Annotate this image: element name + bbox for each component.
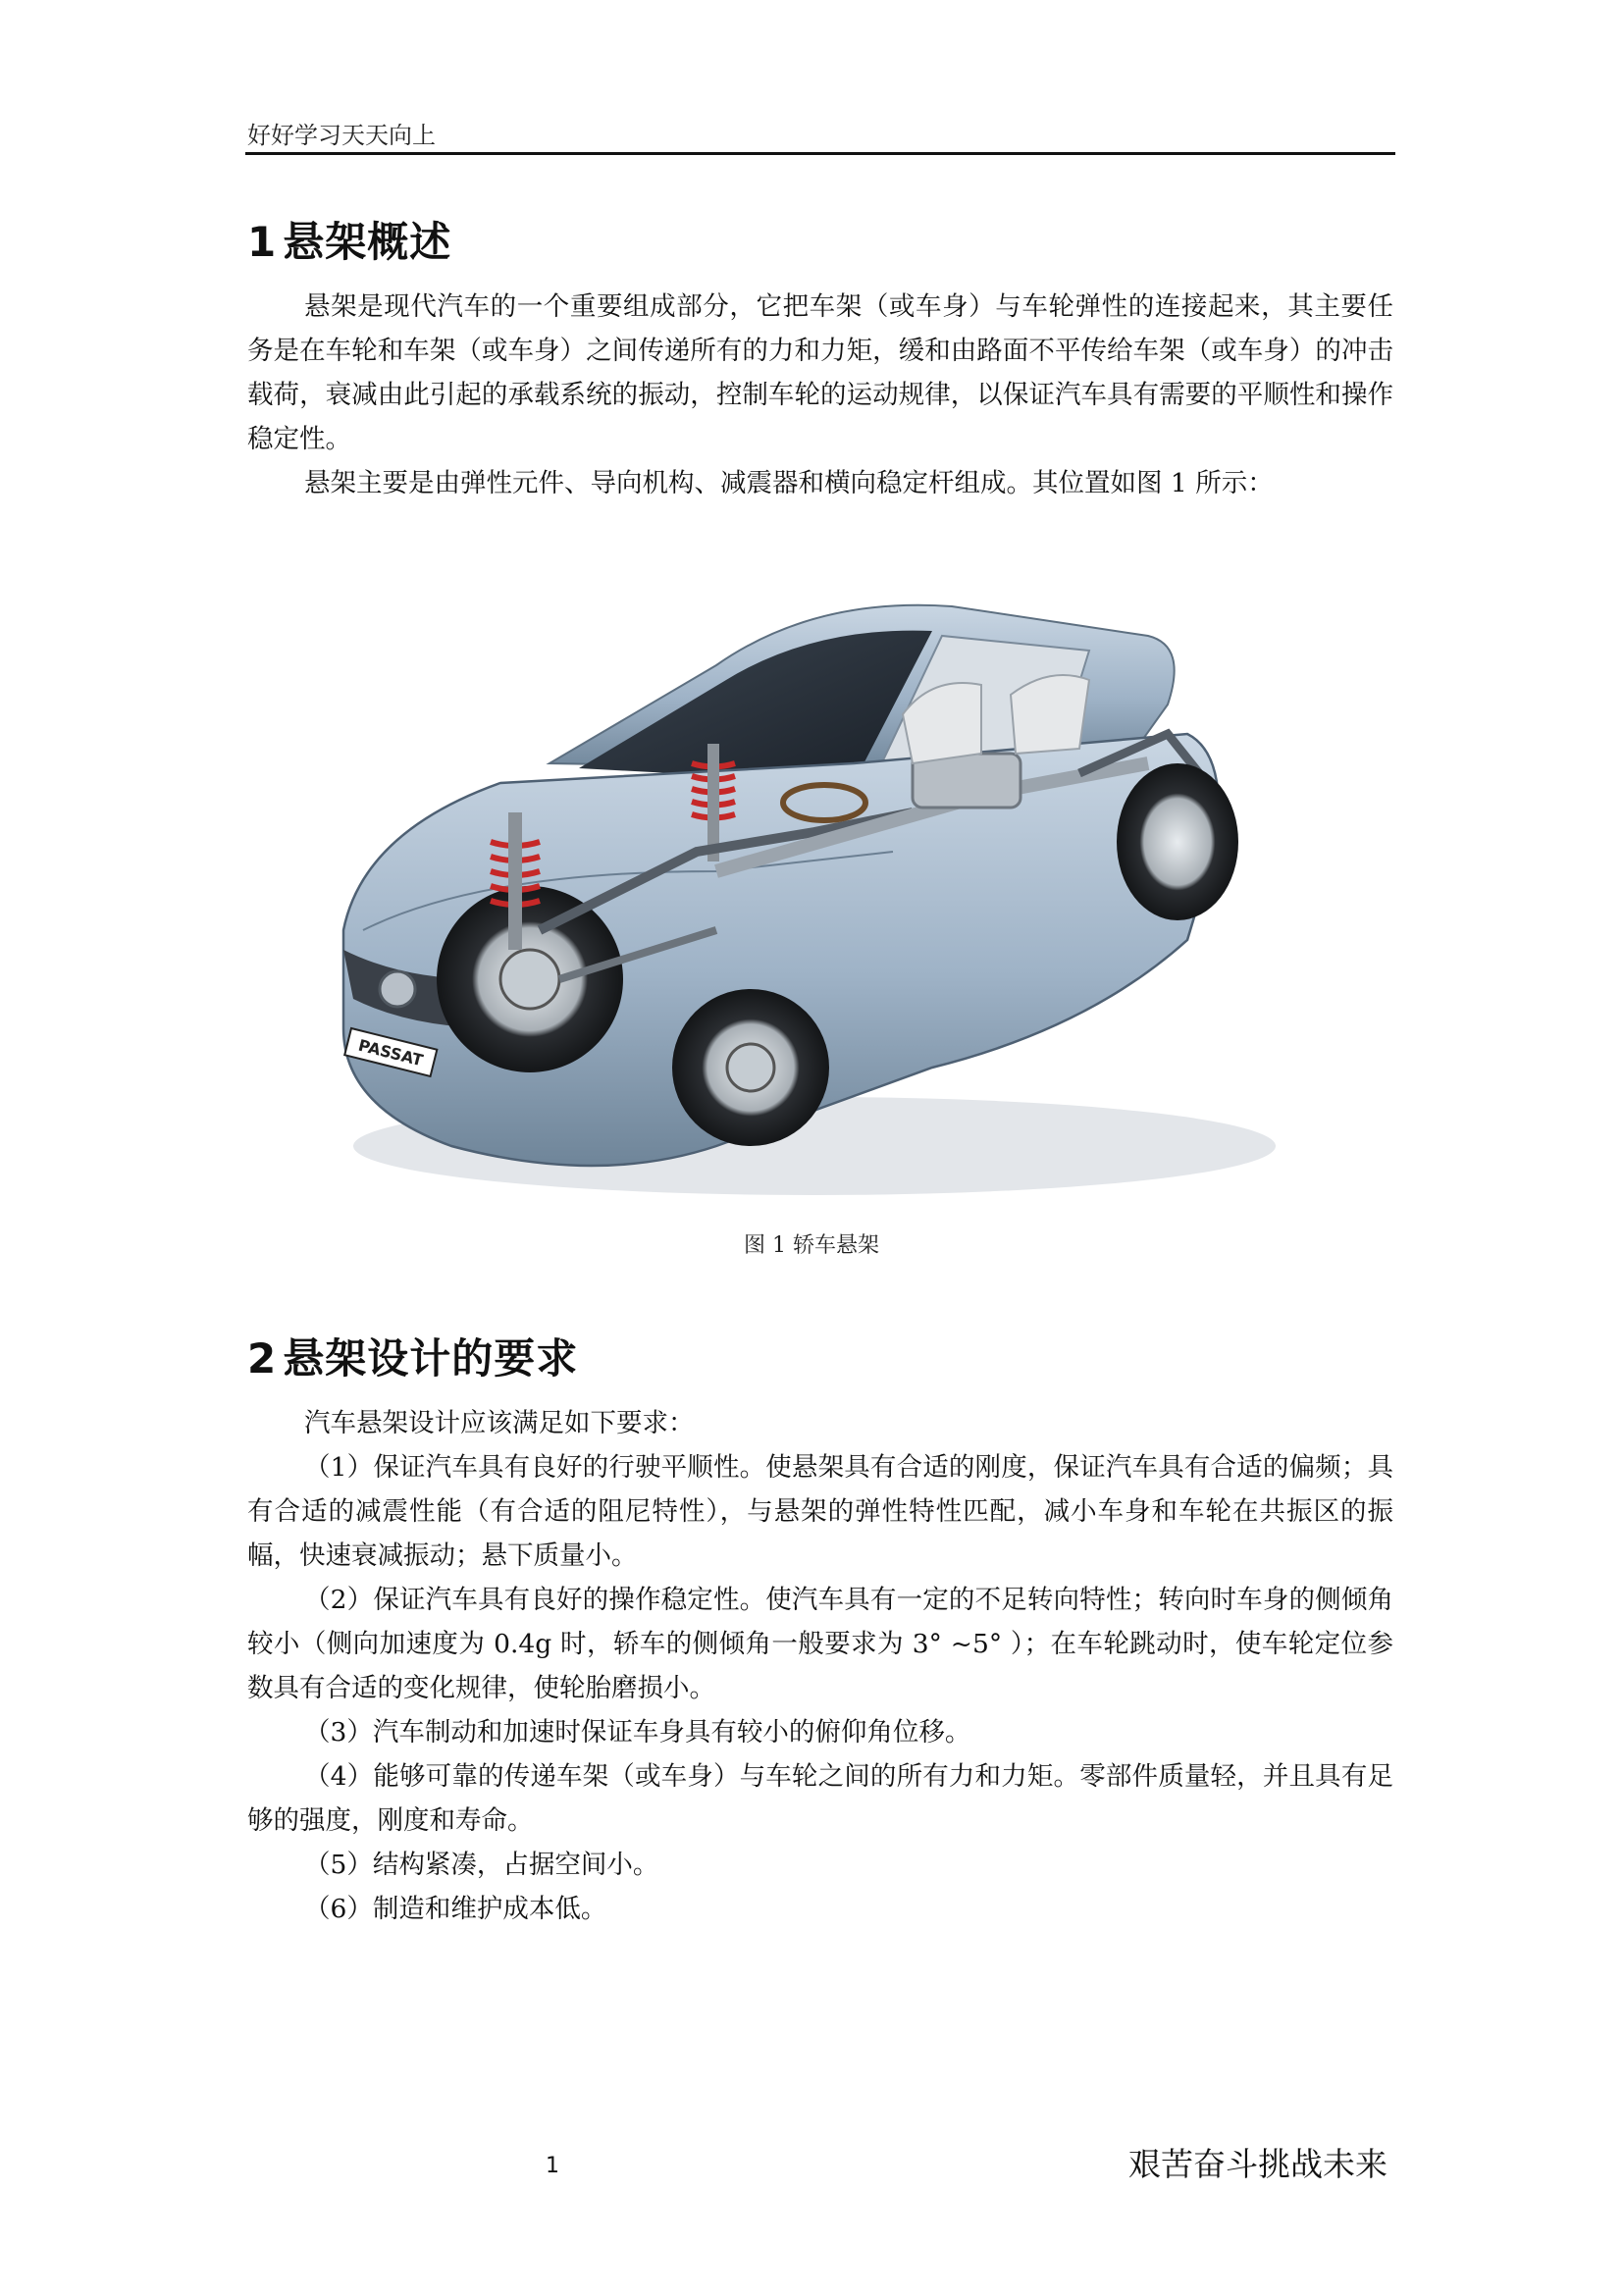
requirement-item: （2）保证汽车具有良好的操作稳定性。使汽车具有一定的不足转向特性；转向时车身的侧倾角较小（侧向加速度为 0.4g 时，轿车的侧倾角一般要求为 3° ~5° ）；在车轮跳动时，使车轮定位参数具有合适的变化规律，使轮胎磨损小。 xyxy=(247,1585,1393,1703)
header-rule xyxy=(245,152,1395,155)
front-shock-absorber xyxy=(508,812,522,950)
section-1-heading xyxy=(247,210,451,269)
requirement-item: （6）制造和维护成本低。 xyxy=(304,1894,607,1924)
front-hub xyxy=(500,950,559,1009)
requirement-item: （3）汽车制动和加速时保证车身具有较小的俯仰角位移。 xyxy=(304,1717,971,1748)
vw-logo-icon xyxy=(380,971,415,1007)
section-1-paragraph-2: 悬架主要是由弹性元件、导向机构、减震器和横向稳定杆组成。其位置如图 1 所示： xyxy=(304,468,1274,498)
rear-wheel xyxy=(1117,763,1238,920)
section-2-heading xyxy=(247,1327,578,1385)
rear-seat xyxy=(1011,675,1089,754)
section-1-number: 1 xyxy=(247,218,278,266)
requirement-item: （5）结构紧凑，占据空间小。 xyxy=(304,1850,659,1880)
section-1-paragraph-1: 悬架是现代汽车的一个重要组成部分，它把车架（或车身）与车轮弹性的连接起来，其主要任务是在车轮和车架（或车身）之间传递所有的力和力矩，缓和由路面不平传给车架（或车身）的冲击载荷，衰减由此引起的承载系统的振动，控制车轮的运动规律，以保证汽车具有需要的平顺性和操作稳定性。 xyxy=(247,291,1393,454)
page-number: 1 xyxy=(546,2154,559,2178)
running-header: 好好学习天天向上 xyxy=(247,122,436,149)
requirement-item: （1）保证汽车具有良好的行驶平顺性。使悬架具有合适的刚度，保证汽车具有合适的偏频；具有合适的减震性能（有合适的阻尼特性），与悬架的弹性特性匹配，减小车身和车轮在共振区的振幅，快速衰减振动；悬下质量小。 xyxy=(247,1452,1393,1571)
sedan-suspension-figure xyxy=(304,518,1335,1211)
requirement-item: （4）能够可靠的传递车架（或车身）与车轮之间的所有力和力矩。零部件质量轻，并且具有足够的强度，刚度和寿命。 xyxy=(247,1761,1393,1836)
front-right-hub xyxy=(727,1044,774,1091)
footer-motto: 艰苦奋斗挑战未来 xyxy=(1128,2145,1387,2183)
section-2-title: 悬架设计的要求 xyxy=(283,1334,579,1383)
figure-caption: 图 1 轿车悬架 xyxy=(744,1233,879,1258)
section-1-title: 悬架概述 xyxy=(283,218,452,266)
section-2-intro: 汽车悬架设计应该满足如下要求： xyxy=(304,1408,695,1438)
plate-text: PASSAT xyxy=(356,1035,425,1070)
section-2-number: 2 xyxy=(247,1334,278,1383)
